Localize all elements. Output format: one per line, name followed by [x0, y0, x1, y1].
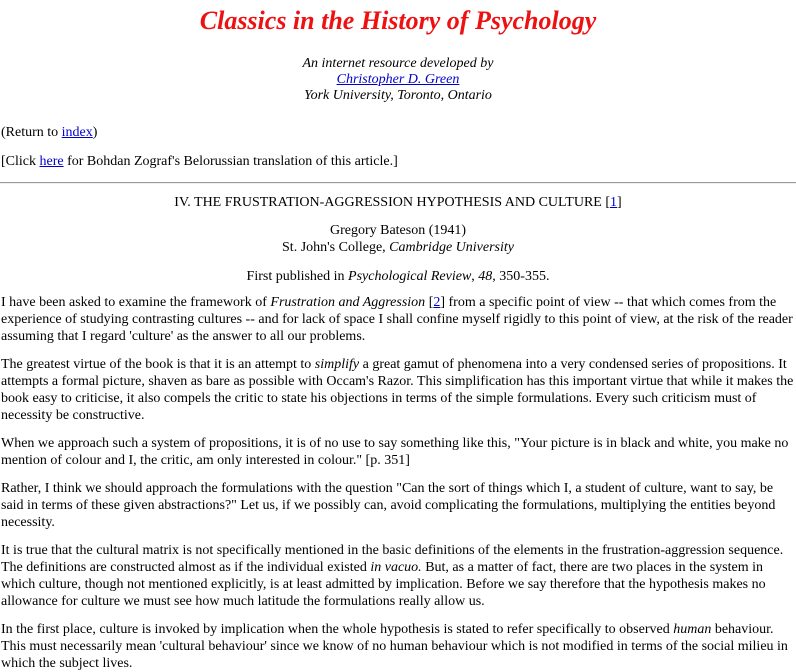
footnote-2-link[interactable]: 2	[433, 295, 441, 310]
paragraph-1: I have been asked to examine the framework of Frustration and Aggression [2] from a specific point of view -- that which comes from the experience of studying contrasting cultures -- and for lack of space I shall confine myself rigidly to this point of view, at the risk of the reader assuming that I regard 'culture' as the answer to all our problems.	[1, 295, 793, 344]
author-link[interactable]: Christopher D. Green	[336, 72, 460, 87]
divider	[0, 182, 796, 184]
article-author: Gregory Bateson (1941)	[329, 223, 467, 238]
paragraph-6: In the first place, culture is invoked by implication when the whole hypothesis is stated to refer specifically to observed human behaviour. This must necessarily mean 'cultural behaviour' since we know of no human behaviour which is not modified in terms of the social milieu in which the subject lives.	[1, 622, 788, 671]
site-credits	[0, 56, 796, 104]
paragraph-5: It is true that the cultural matrix is not specifically mentioned in the basic definitions of the elements in the frustration-aggression sequence. The definitions are constructed almost as if the individual existed in vacuo. But, as a matter of fact, there are two places in the system in which culture, though not mentioned explicitly, is at least admitted by implication. Before we say therefore that the hypothesis makes no allowance for culture we must see how much latitude the formulations really allow us.	[1, 543, 784, 609]
footnote-1-link[interactable]: 1	[610, 195, 618, 210]
translation-link[interactable]: here	[39, 154, 64, 169]
article-heading: IV. THE FRUSTRATION-AGGRESSION HYPOTHESIS AND CULTURE [1]	[174, 195, 622, 210]
index-link[interactable]: index	[61, 125, 93, 140]
return-line: (Return to index)	[1, 125, 98, 140]
affiliation-line: York University, Toronto, Ontario	[304, 88, 492, 103]
site-title: Classics in the History of Psychology	[199, 6, 597, 35]
credit-line: An internet resource developed by	[302, 56, 494, 71]
translation-line: [Click here for Bohdan Zograf's Belorussian translation of this article.]	[1, 154, 398, 169]
paragraph-3: When we approach such a system of propositions, it is of no use to say something like this, "Your picture is in black and white, you make no mention of colour and I, the critic, am only interested in colour." [p. 351]	[1, 436, 789, 468]
paragraph-2: The greatest virtue of the book is that it is an attempt to simplify a great gamut of phenomena into a very condensed series of propositions. It attempts a formal picture, shaven as bare as possible with Occam's Razor. This simplification has this important virtue that while it makes the book easy to criticise, it also compels the critic to state his objections in terms of the simple formulations. Every such criticism must of necessity be constructive.	[1, 357, 794, 423]
paragraph-4: Rather, I think we should approach the formulations with the question "Can the sort of things which I, a student of culture, want to say, be said in terms of these given abstractions?" Let us, if we possibly can, avoid complicating the formulations, multiplying the entities beyond necessity.	[1, 481, 776, 530]
publication-info: First published in Psychological Review, 48, 350-355.	[246, 269, 550, 284]
article-college: St. John's College, Cambridge University	[282, 240, 514, 255]
